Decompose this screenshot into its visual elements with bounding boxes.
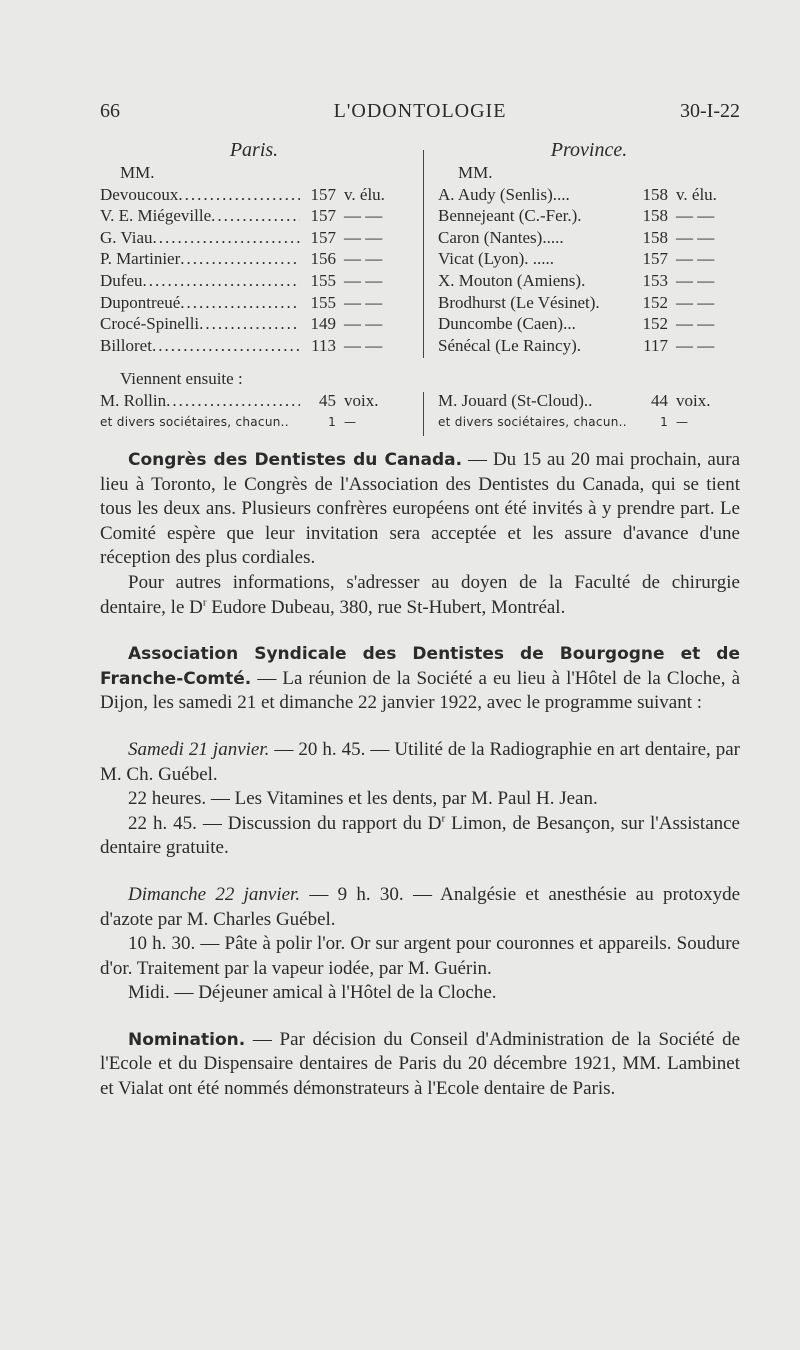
vote-status: — — — [344, 249, 383, 269]
paris-row — [100, 270, 408, 292]
nomination-text: — Par décision du Conseil d'Administration de la Société de l'Ecole et du Dispensaire dentaires de Paris du 20 décembre 1921, MM. Lambinet et Vialat ont été nommés démonstrateurs à l'Ecole dentaire de Paris. — [100, 1028, 741, 1100]
column-divider-lower — [423, 392, 424, 436]
samedi-paragraph — [100, 738, 740, 787]
contact-text-end: Eudore Dubeau, 380, rue St-Hubert, Montréal. — [206, 596, 566, 618]
vote-status: — — — [676, 314, 715, 334]
vote-status: — — — [676, 206, 715, 226]
paris-mm: MM. — [120, 163, 155, 182]
vote-status: — — [676, 414, 689, 429]
dimanche-item-3: Midi. — Déjeuner amical à l'Hôtel de la Cloche. — [128, 982, 497, 1004]
dimanche-text: — 9 h. 30. — Analgésie et anesthésie au protoxyde d'azote par M. Charles Guébel. — [100, 883, 740, 930]
candidate-name: et divers sociétaires, chacun.. — [438, 414, 627, 429]
vote-count: 157 — [310, 206, 336, 226]
vote-count: 149 — [310, 314, 336, 334]
samedi-text: — 20 h. 45. — Utilité de la Radiographie en art dentaire, par M. Ch. Guébel. — [100, 738, 741, 785]
nomination-title: Nomination. — [128, 1029, 246, 1050]
candidate-name: Vicat (Lyon). ..... — [438, 249, 555, 269]
paris-rows — [100, 184, 408, 357]
candidate-name: Dupontreué — [100, 292, 181, 312]
province-rows — [438, 184, 740, 357]
province-row — [438, 227, 740, 249]
paris-divers-row — [100, 412, 408, 434]
candidate-name: Duncombe (Caen)... — [438, 314, 576, 334]
candidate-name: V. E. Miégeville — [100, 206, 212, 226]
candidate-name: Sénécal (Le Raincy). — [438, 335, 582, 355]
candidate-name: Billoret — [100, 335, 152, 355]
vote-status: v. élu. — [676, 184, 717, 204]
vote-status: — — — [344, 335, 383, 355]
candidate-name: M. Jouard (St-Cloud).. — [438, 390, 593, 410]
paris-row — [100, 248, 408, 270]
vote-status: voix. — [676, 390, 711, 410]
candidate-name: Caron (Nantes)..... — [438, 227, 564, 247]
paris-row — [100, 184, 408, 206]
province-row — [438, 248, 740, 270]
province-heading: Province. — [550, 139, 628, 161]
running-header — [100, 100, 740, 130]
candidate-name: M. Rollin — [100, 390, 167, 410]
vote-count: 155 — [310, 270, 336, 290]
province-row — [438, 313, 740, 335]
vote-count: 158 — [642, 227, 668, 247]
vote-count: 156 — [310, 249, 336, 269]
vote-count: 152 — [642, 314, 668, 334]
item-text: 22 h. 45. — Discussion du rapport du D — [128, 812, 442, 834]
nomination-paragraph — [100, 1028, 740, 1102]
samedi-label: Samedi 21 janvier. — [128, 738, 270, 760]
assoc-paragraph — [100, 642, 740, 716]
province-divers-row — [438, 412, 740, 434]
paris-row — [100, 205, 408, 227]
province-mm: MM. — [458, 163, 493, 182]
congres-text: — Du 15 au 20 mai prochain, aura lieu à Toronto, le Congrès de l'Association des Dentistes du Canada, qui se tient tous les deux ans. Plusieurs confrères européens ont été invités à y prendre part. Le Comité espère que leur invitation sera acceptée et les assure d'avance d'une réception des plus cordiales. — [100, 449, 741, 569]
province-row — [438, 184, 740, 206]
samedi-item-2: 22 heures. — Les Vitamines et les dents, par M. Paul H. Jean. — [128, 788, 598, 810]
dimanche-item-2: 10 h. 30. — Pâte à polir l'or. Or sur argent pour couronnes et appareils. Soudure d'or. Traitement par la vapeur iodée, par M. Guérin. — [100, 933, 740, 979]
candidate-name: Bennejeant (C.-Fer.). — [438, 206, 582, 226]
candidate-name: P. Martinier — [100, 249, 181, 269]
vote-count: 157 — [642, 249, 668, 269]
paris-row — [100, 335, 408, 357]
congres-contact-paragraph — [100, 571, 740, 620]
vote-count: 157 — [310, 184, 336, 204]
vote-count: 117 — [643, 335, 668, 355]
vote-count: 153 — [642, 270, 668, 290]
congres-title: Congrès des Dentistes du Canada. — [128, 450, 463, 470]
issue-date: 30-I-22 — [680, 100, 740, 122]
vote-status: — — — [344, 270, 383, 290]
paris-results — [100, 138, 408, 433]
vote-count: 44 — [651, 390, 668, 410]
vote-count: 45 — [319, 390, 336, 410]
congres-paragraph — [100, 448, 740, 571]
paris-row — [100, 292, 408, 314]
vote-status: — — — [344, 314, 383, 334]
samedi-item-3 — [100, 812, 740, 861]
vote-count: 113 — [311, 335, 336, 355]
article-body — [100, 448, 740, 1102]
candidate-name: A. Audy (Senlis).... — [438, 184, 570, 204]
vote-status: — — — [676, 335, 715, 355]
vote-status: — — [344, 414, 357, 429]
vote-status: — — — [676, 270, 715, 290]
journal-title: L'ODONTOLOGIE — [333, 100, 507, 122]
vote-count: 158 — [642, 184, 668, 204]
vote-count: 1 — [328, 414, 336, 429]
paris-row — [100, 313, 408, 335]
province-row — [438, 270, 740, 292]
vote-status: — — — [344, 292, 383, 312]
dimanche-paragraph — [100, 883, 740, 932]
candidate-name: X. Mouton (Amiens). — [438, 270, 586, 290]
item-text-end: Limon, de Besançon, sur l'Assistance dentaire gratuite. — [100, 812, 740, 859]
province-row — [438, 292, 740, 314]
superscript: r — [441, 812, 446, 825]
candidate-name: et divers sociétaires, chacun.. — [100, 414, 289, 429]
dimanche-label: Dimanche 22 janvier. — [128, 883, 301, 905]
vote-status: — — — [344, 227, 383, 247]
vote-status: — — — [676, 227, 715, 247]
column-divider — [423, 150, 424, 358]
vote-status: — — — [676, 292, 715, 312]
contact-text: Pour autres informations, s'adresser au doyen de la Faculté de chirurgie dentaire, le D — [100, 571, 740, 618]
vote-status: — — — [676, 249, 715, 269]
province-row — [438, 205, 740, 227]
vote-status: voix. — [344, 390, 379, 410]
candidate-name: Crocé-Spinelli — [100, 314, 200, 334]
vote-status: v. élu. — [344, 184, 385, 204]
vote-count: 1 — [660, 414, 668, 429]
paris-ensuite-row — [100, 390, 408, 412]
vote-count: 158 — [642, 206, 668, 226]
superscript: r — [202, 596, 207, 609]
candidate-name: Devoucoux — [100, 184, 179, 204]
candidate-name: Brodhurst (Le Vésinet). — [438, 292, 600, 312]
assoc-title: Association Syndicale des Dentistes de Bourgogne et de Franche-Comté. — [100, 644, 740, 689]
vote-count: 155 — [310, 292, 336, 312]
candidate-name: G. Viau — [100, 227, 153, 247]
province-results — [438, 138, 740, 433]
candidate-name: Dufeu — [100, 270, 143, 290]
vote-count: 152 — [642, 292, 668, 312]
paris-row — [100, 227, 408, 249]
page-number: 66 — [100, 100, 120, 122]
vote-count: 157 — [310, 227, 336, 247]
province-row — [438, 335, 740, 357]
paris-ensuite-label: Viennent ensuite : — [120, 369, 243, 389]
vote-status: — — — [344, 206, 383, 226]
province-ensuite-row — [438, 390, 740, 412]
paris-heading: Paris. — [229, 139, 279, 161]
assoc-intro: — La réunion de la Société a eu lieu à l'Hôtel de la Cloche, à Dijon, les samedi 21 et dimanche 22 janvier 1922, avec le programme suivant : — [100, 667, 741, 714]
